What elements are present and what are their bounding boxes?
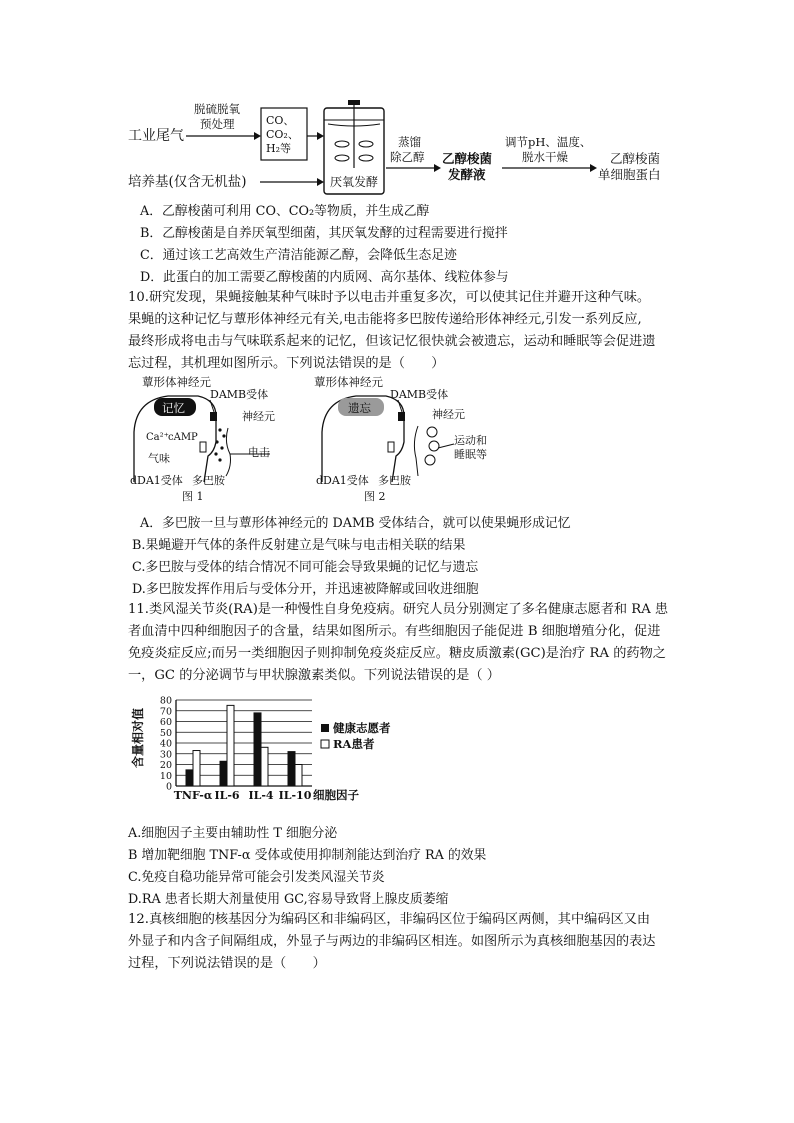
bar-ra-3	[295, 765, 302, 787]
q11-stem-1: 11.类风湿关节炎(RA)是一种慢性自身免疫病。研究人员分别测定了多名健康志愿者和 RA 患	[128, 602, 669, 617]
figure-2	[314, 375, 487, 503]
q10-stem-2: 果蝇的这种记忆与蕈形体神经元有关,电击能将多巴胺传递给形体神经元,引发一系列反应,	[128, 312, 642, 327]
distill-label-1: 蒸馏	[398, 135, 421, 149]
q9-option-a: A．乙醇梭菌可利用 CO、CO₂等物质，并生成乙醇	[140, 204, 430, 219]
fig2-nerve-label: 神经元	[432, 408, 465, 421]
q12-stem-2: 外显子和内含子间隔组成，外显子与两边的非编码区相连。如图所示为真核细胞基因的表达	[128, 934, 656, 949]
figure-1	[130, 375, 275, 503]
fig1-dda1-label: dDA1受体	[130, 474, 183, 487]
q11-option-b: B 增加靶细胞 TNF-α 受体或使用抑制剂能达到治疗 RA 的效果	[128, 848, 487, 863]
memory-mechanism-figures	[120, 372, 500, 504]
y-tick-label: 0	[165, 781, 172, 793]
cytokine-bar-chart	[130, 688, 430, 808]
q10-stem-1: 10.研究发现，果蝇接触某种气味时予以电击并重复多次，可以使其记住并避开这种气味。	[128, 290, 651, 305]
q10-option-d: D.多巴胺发挥作用后与受体分开，并迅速被降解或回收进细胞	[132, 582, 479, 597]
product-label-1: 乙醇梭菌	[610, 151, 661, 166]
q12-stem-1: 12.真核细胞的核基因分为编码区和非编码区，非编码区位于编码区两侧，其中编码区又由	[128, 912, 651, 927]
fig1-nerve-label: 神经元	[242, 410, 275, 423]
legend-label-ra: RA患者	[333, 737, 375, 751]
industrial-gas-label: 工业尾气	[128, 128, 184, 144]
chart-bars	[186, 705, 302, 786]
gas-h2: H₂等	[266, 142, 292, 155]
q12-stem-3: 过程，下列说法错误的是（ ）	[128, 956, 326, 971]
fermentation-process-diagram	[120, 98, 680, 198]
legend-label-healthy: 健康志愿者	[333, 721, 391, 735]
fig2-damb-label: DAMB受体	[390, 388, 449, 401]
chart-ylabel: 含量相对值	[131, 707, 145, 768]
chart-xticks	[174, 789, 312, 802]
legend-swatch-ra	[321, 740, 329, 748]
fig1-shock-label: 电击	[248, 446, 270, 459]
adjust-label-1: 调节pH、温度、	[505, 135, 592, 149]
product-label-2: 单细胞蛋白	[598, 167, 661, 182]
y-tick-label: 80	[159, 695, 172, 707]
bar-healthy-2	[254, 713, 261, 786]
fig1-memory-label: 记忆	[162, 401, 185, 415]
gas-co2: CO₂、	[266, 128, 299, 141]
q9-option-b: B．乙醇梭菌是自养厌氧型细菌，其厌氧发酵的过程需要进行搅拌	[140, 226, 508, 241]
y-tick-label: 70	[159, 706, 172, 718]
pretreat-label-1: 脱硫脱氧	[194, 102, 240, 116]
distill-label-2: 除乙醇	[390, 150, 425, 164]
q9-option-d: D．此蛋白的加工需要乙醇梭菌的内质网、高尔基体、线粒体参与	[140, 270, 509, 285]
fig1-caption: 图 1	[182, 490, 204, 503]
y-tick-label: 50	[159, 727, 172, 739]
bar-ra-0	[193, 751, 200, 786]
bar-ra-1	[227, 705, 234, 786]
x-tick-label: IL-10	[278, 789, 312, 802]
y-tick-label: 60	[159, 717, 172, 728]
fig2-exercise-label-2: 睡眠等	[454, 448, 487, 461]
chart-legend	[321, 721, 391, 751]
broth-label-2: 发酵液	[448, 167, 486, 182]
fig2-forget-label: 遗忘	[348, 401, 371, 415]
adjust-label-2: 脱水干燥	[522, 150, 568, 164]
medium-label: 培养基(仅含无机盐)	[128, 174, 247, 190]
q11-stem-2: 者血清中四种细胞因子的含量，结果如图所示。有些细胞因子能促进 B 细胞增殖分化，促进	[128, 624, 661, 639]
q11-stem-3: 免疫炎症反应;而另一类细胞因子则抑制免疫炎症反应。糖皮质激素(GC)是治疗 RA 的药物之	[128, 646, 666, 661]
bar-healthy-1	[220, 761, 227, 786]
x-tick-label: IL-6	[214, 789, 240, 802]
q10-stem-4: 忘过程，其机理如图所示。下列说法错误的是（ ）	[128, 356, 445, 371]
fig1-neuron-label: 蕈形体神经元	[142, 375, 211, 389]
broth-label-1: 乙醇梭菌	[442, 151, 493, 166]
q10-option-c: C.多巴胺与受体的结合情况不同可能会导致果蝇的记忆与遗忘	[132, 560, 479, 575]
q11-stem-4: 一，GC 的分泌调节与甲状腺激素类似。下列说法错误的是（ ）	[128, 668, 500, 683]
fig2-caption: 图 2	[364, 490, 386, 503]
q10-option-a: A．多巴胺一旦与蕈形体神经元的 DAMB 受体结合，就可以使果蝇形成记忆	[140, 516, 571, 531]
q11-option-c: C.免疫自稳功能异常可能会引发类风湿关节炎	[128, 870, 385, 885]
bar-ra-2	[261, 747, 268, 786]
legend-swatch-healthy	[321, 724, 329, 732]
x-tick-label: IL-4	[248, 789, 274, 802]
q11-option-d: D.RA 患者长期大剂量使用 GC,容易导致肾上腺皮质萎缩	[128, 892, 449, 907]
q10-stem-3: 最终形成将电击与气味联系起来的记忆，但该记忆很快就会被遗忘，运动和睡眠等会促进遗	[128, 334, 656, 349]
fig2-dopamine-label: 多巴胺	[378, 474, 411, 487]
chart-yticks	[160, 696, 172, 793]
y-tick-label: 30	[159, 749, 172, 761]
y-tick-label: 10	[159, 770, 172, 782]
x-tick-label: TNF-α	[173, 789, 213, 802]
q9-option-c: C．通过该工艺高效生产清洁能源乙醇，会降低生态足迹	[140, 248, 457, 263]
chart-xlabel: 细胞因子	[313, 788, 359, 802]
q11-option-a: A.细胞因子主要由辅助性 T 细胞分泌	[128, 826, 338, 841]
q10-option-b: B.果蝇避开气体的条件反射建立是气味与电击相关联的结果	[132, 538, 466, 553]
fig1-dopamine-label: 多巴胺	[192, 474, 225, 487]
fig1-damb-label: DAMB受体	[210, 388, 269, 401]
pretreat-label-2: 预处理	[200, 117, 235, 131]
bar-healthy-0	[186, 770, 193, 786]
tank-label: 厌氧发酵	[330, 175, 379, 189]
gas-co: CO、	[266, 114, 295, 127]
y-tick-label: 40	[159, 738, 172, 750]
fig2-exercise-label-1: 运动和	[454, 434, 487, 447]
bar-healthy-3	[288, 752, 295, 786]
fig1-camp-label: cAMP	[168, 432, 198, 443]
fig2-neuron-label: 蕈形体神经元	[314, 375, 383, 389]
fermentation-tank	[324, 100, 384, 194]
y-tick-label: 20	[159, 760, 172, 771]
fig1-smell-label: 气味	[148, 452, 170, 465]
fig2-dda1-label: dDA1受体	[316, 474, 369, 487]
fig1-ca-label: Ca²⁺	[146, 432, 169, 443]
